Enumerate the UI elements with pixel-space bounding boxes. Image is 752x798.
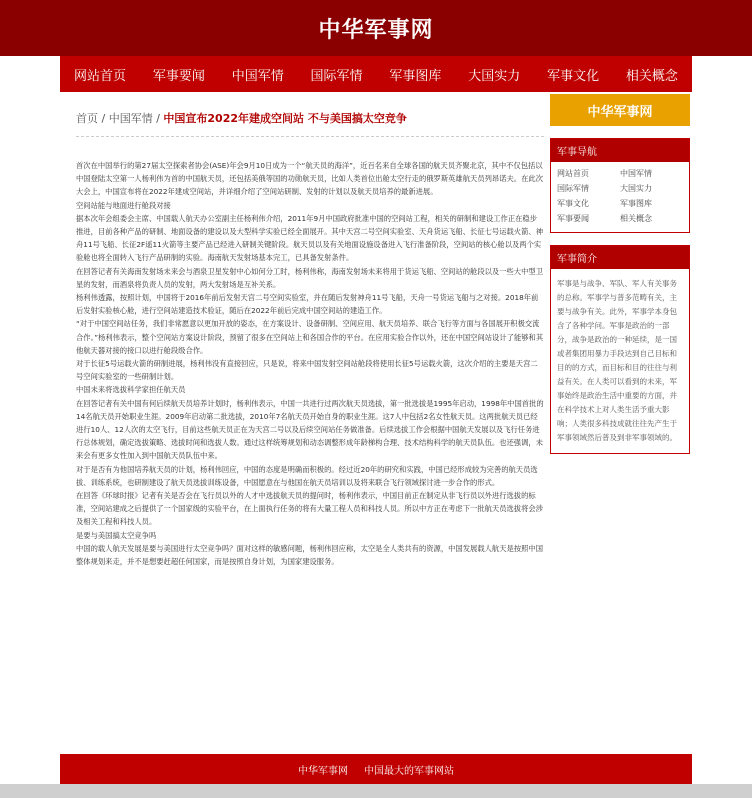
breadcrumb — [76, 100, 544, 137]
article-paragraph: “对于中国空间站任务，我们非常愿意以更加开放的姿态，在方案设计、设备研制、空间应用、航天员培养、联合飞行等方面与各国展开积极交流合作。”杨利伟表示，整个空间站方案设计阶段，预留了很多在空间站上和各国合作的平台。在应用实验合作以外，还在中国空间站设计了能够和其他航天器对接的接口以进行舱段级合作。 — [76, 319, 544, 355]
sidebar-link-culture[interactable]: 军事文化 — [557, 199, 589, 208]
nav-item-power[interactable]: 大国实力 — [468, 68, 521, 84]
sidebar-intro-text: 军事是与战争、军队、军人有关事务的总称。军事学与普多范畴有关，主要与战争有关。此外，军事学本身包含了各种学问。军事是政治的一部分，战争是政治的一种延续，是一国或者集团用暴力手段达到自己目标和目的的方式，而目标和目的往往与利益有关。在人类可以看到的未来，军事始终是政治生活中重要的方面，并在科学技术上对人类生活予重大影响；人类很多科技成就往往先产生于军事领域然后普及到非军事领域的。 — [551, 269, 689, 453]
content-container — [60, 92, 692, 718]
footer-site-name[interactable]: 中华军事网 — [298, 765, 348, 777]
sidebar-link-international[interactable]: 国际军情 — [557, 184, 589, 193]
article-paragraph: 对于长征5号运载火箭的研制进展，杨利伟没有直接回应，只是说，将来中国发射空间站舱段将使用长征5号运载火箭，这次介绍的主要是天宫二号空间实验室的一些研制计划。 — [76, 359, 538, 382]
article-paragraph: 据本次年会组委会主席、中国载人航天办公室副主任杨利伟介绍，2011年9月中国政府批准中国的空间站工程，相关的研制和建设工作正在稳步推进，目前各种产品的研制、地面设备的建设以及大型科学实验已经全面展开。其中天宫二号空间实验室、天舟货运飞船、长征七号运载火箭、神舟11号飞船、长征2F遥11火箭等主要产品已经进入研制关键阶段。航天员以及有关地面设施设备进入飞行准备阶段，空间站的核心舱以及两个实验舱也将全面转入飞行产品研制的实验。海南航天发射场基本完工，已具备发射条件。 — [76, 213, 543, 263]
footer-tagline: 中国最大的军事网站 — [364, 765, 454, 777]
article-body — [76, 159, 544, 568]
article-paragraph: 在回答记者有关海南发射场未来会与酒泉卫星发射中心如何分工时，杨利伟称，海南发射场未来将用于货运飞船、空间站的舱段以及一些大中型卫星的发射，而酒泉将负责人员的发射，两大发射场是互补关系。 — [76, 266, 543, 289]
sidebar-nav-box — [550, 138, 690, 233]
breadcrumb-section[interactable]: 中国军情 — [108, 112, 153, 125]
sidebar-nav-grid — [551, 162, 689, 232]
sidebar — [550, 92, 690, 454]
nav-item-home[interactable]: 网站首页 — [74, 68, 127, 84]
sidebar-intro-box — [550, 245, 690, 454]
nav-item-news[interactable]: 军事要闻 — [152, 68, 205, 84]
article-subheading: 中国未来将选拔科学家担任航天员 — [76, 385, 186, 395]
main-nav — [60, 56, 692, 92]
breadcrumb-separator: / — [152, 112, 164, 125]
nav-item-international[interactable]: 国际军情 — [310, 68, 363, 84]
footer-bar — [60, 754, 692, 784]
sidebar-link-news[interactable]: 军事要闻 — [557, 214, 589, 223]
nav-item-concepts[interactable]: 相关概念 — [625, 68, 678, 84]
article-paragraph: 杨利伟透露，按照计划，中国将于2016年前后发射天宫二号空间实验室，并在随后发射神舟11号飞船，天舟一号货运飞船与之对接。2018年前后发射实验核心舱，进行空间站建造技术验证，随后在2022年前后完成中国空间站的建造工作。 — [76, 293, 539, 316]
article-subheading: 空间站能与地面进行舱段对接 — [76, 200, 171, 210]
article-paragraph: 对于是否有为他国培养航天员的计划，杨利伟回应，中国的态度是明确而积极的。经过近20年的研究和实践，中国已经形成较为完善的航天员选拔、训练系统，也研制建设了航天员选拔训练设备，中国愿意在与他国在航天员培训以及将来联合飞行领域探讨进一步合作的形式。 — [76, 464, 538, 487]
sidebar-link-gallery[interactable]: 军事图库 — [620, 199, 652, 208]
sidebar-link-concepts[interactable]: 相关概念 — [620, 214, 652, 223]
breadcrumb-separator: / — [98, 112, 109, 125]
site-logo[interactable]: 中华军事网 — [318, 17, 434, 43]
article-paragraph: 在回答《环球时报》记者有关是否会在飞行员以外的人才中选拔航天员的提问时，杨利伟表示，中国目前正在制定从非飞行员以外进行选拔的标准，空间站建成之后提供了一个国家级的实验平台，在上面执行任务的将有大量工程人员和科技人员。所以中方正在考虑下一批航天员选拔将会涉及相关工程和科技人员。 — [76, 491, 543, 527]
sidebar-intro-title: 军事简介 — [551, 246, 689, 269]
article-paragraph: 中国的载人航天发展是要与美国进行太空竞争吗？面对这样的敏感问题，杨利伟回应称，太空是全人类共有的资源，中国发展载人航天是按照中国整体规划来走，并不是想要赶超任何国家，而是按照自身计划，为国家建设服务。 — [76, 543, 543, 567]
breadcrumb-current: 中国宣布2022年建成空间站 不与美国搞太空竞争 — [163, 112, 407, 125]
nav-item-china[interactable]: 中国军情 — [231, 68, 284, 84]
article-paragraph: 在回答记者有关中国有何后续航天员培养计划时，杨利伟表示，中国一共进行过两次航天员选拔，第一批选拔是1995年启动，1998年中国首批的14名航天员开始职业生涯。2009年启动第二批选拔，2010年7名航天员开始自身的职业生涯。这7人中包括2名女性航天员。这两批航天员已经进行10人、12人次的太空飞行，目前这些航天员正在为天宫二号以及后续空间站任务做准备。后续选拔工作会根据中国航天发展以及飞行任务进行总体规划，确定选拔策略、选拔时间和选拔人数。通过这样统筹规划和动态调整形成年龄梯构合理、技术结构科学的航天员队伍。也还强调，未来会有更多女性加入到中国航天员队伍中来。 — [76, 398, 544, 461]
sidebar-link-power[interactable]: 大国实力 — [620, 184, 652, 193]
nav-item-culture[interactable]: 军事文化 — [547, 68, 600, 84]
sidebar-link-china[interactable]: 中国军情 — [620, 169, 652, 178]
nav-item-gallery[interactable]: 军事图库 — [389, 68, 442, 84]
breadcrumb-home[interactable]: 首页 — [76, 112, 98, 125]
article-subheading: 是要与美国搞太空竞争吗 — [76, 530, 157, 540]
footer-strip — [0, 784, 752, 798]
site-header — [0, 0, 752, 56]
article-paragraph: 首次在中国举行的第27届太空探索者协会(ASE)年会9月10日成为一个“航天员的海洋”，近百名来自全球各国的航天员齐聚北京，其中不仅包括以中国登陆太空第一人杨利伟为首的中国航天员，还包括美俄等国的功勋航天员，比如人类首位出舱太空行走的俄罗斯英雄航天员列昂诺夫。在此次大会上，中国宣布将在2022年建成空间站，并详细介绍了空间站研制、发射的计划以及航天员培养的最新进展。 — [76, 161, 543, 197]
main-column — [76, 100, 544, 568]
sidebar-nav-title: 军事导航 — [551, 139, 689, 162]
sidebar-brand[interactable]: 中华军事网 — [550, 94, 690, 126]
sidebar-link-home[interactable]: 网站首页 — [557, 169, 589, 178]
